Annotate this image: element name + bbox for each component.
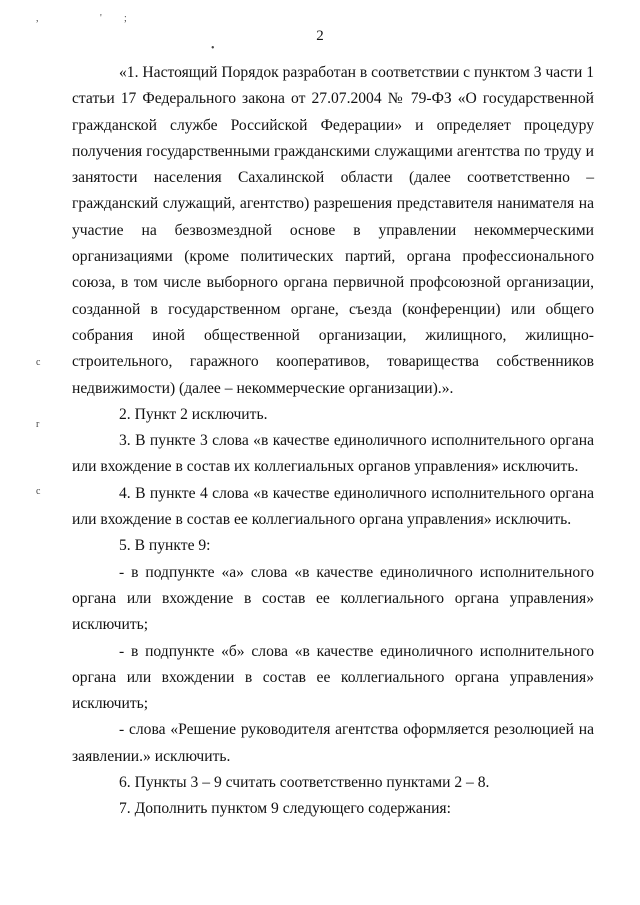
- page-number: 2: [316, 28, 324, 44]
- paragraph-6: - в подпункте «а» слова «в качестве единоличного исполнительного органа или вхождение в состав ее коллегиального органа управления» исключить;: [72, 563, 594, 634]
- paragraph-5: 5. В пункте 9:: [119, 537, 211, 555]
- scan-speck: ': [100, 13, 102, 24]
- paragraph-7: - в подпункте «б» слова «в качестве единоличного исполнительного органа или вхождении в состав ее коллегиального органа управления» исключить;: [72, 642, 594, 713]
- paragraph-10: 7. Дополнить пунктом 9 следующего содержания:: [119, 800, 451, 818]
- paragraph-1: «1. Настоящий Порядок разработан в соответствии с пунктом 3 части 1 статьи 17 Федерального закона от 27.07.2004 № 79-ФЗ «О государственной гражданской службе Российской Федерации» и определяет процедуру получения государственными гражданскими служащими агентства по труду и занятости населения Сахалинской области (далее соответственно – гражданский служащий, агентство) разрешения представителя нанимателя на участие на безвозмездной основе в управлении некоммерческими организациями (кроме политических партий, органа профессионального союза, в том числе выборного органа первичной профсоюзной организации, созданной в государственном органе, съезда (конференции) или общего собрания иной общественной организации, жилищного, жилищно-строительного, гаражного кооперативов, товарищества собственников недвижимости) (далее – некоммерческие организации).».: [72, 64, 594, 397]
- paragraph-3: 3. В пункте 3 слова «в качестве единоличного исполнительного органа или вхождение в состав их коллегиальных органов управления» исключить.: [72, 432, 594, 476]
- document-body: [72, 60, 594, 823]
- paragraph-4: 4. В пункте 4 слова «в качестве единоличного исполнительного органа или вхождение в состав ее коллегиального органа управления» исключить.: [72, 484, 594, 529]
- scan-speck: •: [211, 43, 215, 54]
- paragraph-9: 6. Пункты 3 – 9 считать соответственно пунктами 2 – 8.: [119, 774, 490, 792]
- scan-speck: c: [36, 357, 41, 368]
- scan-speck: c: [36, 486, 41, 497]
- scan-speck: ,: [36, 13, 39, 24]
- paragraph-8: - слова «Решение руководителя агентства оформляется резолюцией на заявлении.» исключить.: [72, 721, 594, 765]
- scan-speck: ;: [124, 13, 127, 24]
- scan-speck: r: [36, 419, 40, 430]
- paragraph-2: 2. Пункт 2 исключить.: [119, 405, 268, 423]
